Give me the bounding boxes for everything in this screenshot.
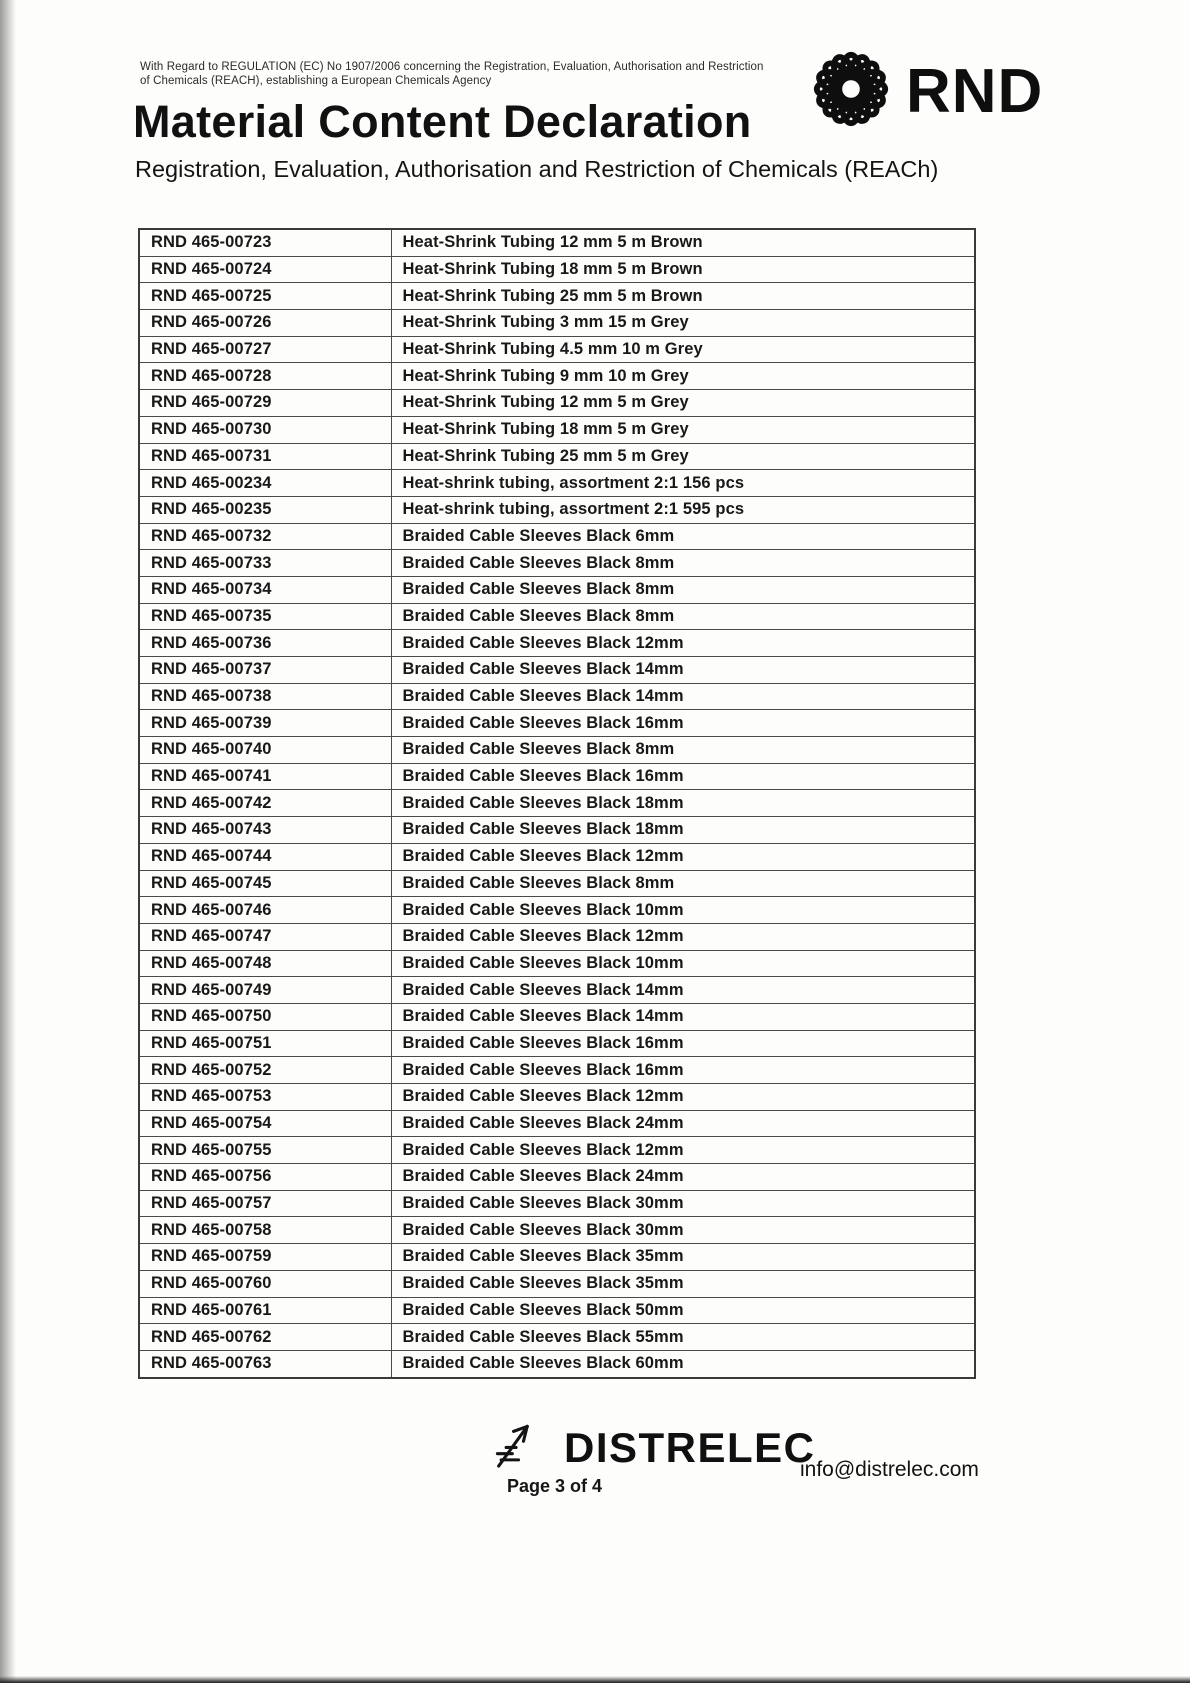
- regulation-note-line1: With Regard to REGULATION (EC) No 1907/2006 concerning the Registration, Evaluation, Authorisation and Restriction: [140, 61, 764, 73]
- table-row: [139, 657, 975, 684]
- part-number-cell: RND 465-00724: [139, 256, 391, 283]
- table-row: [139, 1137, 975, 1164]
- description-cell: Braided Cable Sleeves Black 12mm: [391, 843, 975, 870]
- description-cell: Braided Cable Sleeves Black 12mm: [391, 1137, 975, 1164]
- scan-edge-bottom: [0, 1676, 1190, 1683]
- table-row: [139, 1190, 975, 1217]
- description-cell: Heat-Shrink Tubing 25 mm 5 m Brown: [391, 283, 975, 310]
- description-cell: Braided Cable Sleeves Black 8mm: [391, 870, 975, 897]
- description-cell: Braided Cable Sleeves Black 24mm: [391, 1110, 975, 1137]
- scan-edge-left: [0, 0, 16, 1683]
- table-row: [139, 1350, 975, 1377]
- description-cell: Braided Cable Sleeves Black 24mm: [391, 1164, 975, 1191]
- part-number-cell: RND 465-00234: [139, 470, 391, 497]
- description-cell: Braided Cable Sleeves Black 10mm: [391, 950, 975, 977]
- part-number-cell: RND 465-00761: [139, 1297, 391, 1324]
- table-row: [139, 710, 975, 737]
- description-cell: Braided Cable Sleeves Black 50mm: [391, 1297, 975, 1324]
- table-row: [139, 1164, 975, 1191]
- description-cell: Braided Cable Sleeves Black 14mm: [391, 1003, 975, 1030]
- guilloche-knot-icon: [806, 44, 896, 139]
- part-number-cell: RND 465-00735: [139, 603, 391, 630]
- table-row: [139, 737, 975, 764]
- page-number-label: Page 3 of 4: [507, 1476, 603, 1496]
- part-number-cell: RND 465-00726: [139, 310, 391, 337]
- description-cell: Braided Cable Sleeves Black 6mm: [391, 523, 975, 550]
- description-cell: Braided Cable Sleeves Black 18mm: [391, 790, 975, 817]
- part-number-cell: RND 465-00730: [139, 416, 391, 443]
- part-number-cell: RND 465-00741: [139, 763, 391, 790]
- part-number-cell: RND 465-00744: [139, 843, 391, 870]
- table-row: [139, 1297, 975, 1324]
- table-row: [139, 256, 975, 283]
- table-row: [139, 443, 975, 470]
- table-row: [139, 950, 975, 977]
- table-row: [139, 496, 975, 523]
- table-row: [139, 1084, 975, 1111]
- table-row: [139, 683, 975, 710]
- part-number-cell: RND 465-00740: [139, 737, 391, 764]
- distrelec-brand-text: DISTRELEC: [564, 1423, 816, 1471]
- part-number-cell: RND 465-00727: [139, 336, 391, 363]
- part-number-cell: RND 465-00732: [139, 523, 391, 550]
- table-row: [139, 1217, 975, 1244]
- description-cell: Braided Cable Sleeves Black 30mm: [391, 1190, 975, 1217]
- part-number-cell: RND 465-00734: [139, 576, 391, 603]
- part-number-cell: RND 465-00746: [139, 897, 391, 924]
- distrelec-logo: [484, 1414, 816, 1481]
- part-number-cell: RND 465-00753: [139, 1084, 391, 1111]
- part-number-cell: RND 465-00723: [139, 229, 391, 256]
- table-row: [139, 470, 975, 497]
- description-cell: Braided Cable Sleeves Black 8mm: [391, 737, 975, 764]
- table-row: [139, 416, 975, 443]
- part-number-cell: RND 465-00738: [139, 683, 391, 710]
- part-number-cell: RND 465-00758: [139, 1217, 391, 1244]
- table-row: [139, 630, 975, 657]
- description-cell: Heat-Shrink Tubing 12 mm 5 m Brown: [391, 229, 975, 256]
- description-cell: Braided Cable Sleeves Black 35mm: [391, 1270, 975, 1297]
- part-number-cell: RND 465-00725: [139, 283, 391, 310]
- part-number-cell: RND 465-00762: [139, 1324, 391, 1351]
- description-cell: Braided Cable Sleeves Black 8mm: [391, 576, 975, 603]
- part-number-cell: RND 465-00755: [139, 1137, 391, 1164]
- part-number-cell: RND 465-00751: [139, 1030, 391, 1057]
- table-row: [139, 1270, 975, 1297]
- description-cell: Braided Cable Sleeves Black 35mm: [391, 1244, 975, 1271]
- table-row: [139, 977, 975, 1004]
- table-row: [139, 283, 975, 310]
- part-number-cell: RND 465-00749: [139, 977, 391, 1004]
- part-number-cell: RND 465-00752: [139, 1057, 391, 1084]
- table-row: [139, 1324, 975, 1351]
- table-row: [139, 843, 975, 870]
- table-row: [139, 310, 975, 337]
- part-number-cell: RND 465-00750: [139, 1003, 391, 1030]
- arrow-swoosh-icon: [484, 1414, 558, 1481]
- part-number-cell: RND 465-00728: [139, 363, 391, 390]
- description-cell: Braided Cable Sleeves Black 16mm: [391, 710, 975, 737]
- description-cell: Braided Cable Sleeves Black 55mm: [391, 1324, 975, 1351]
- table-row: [139, 390, 975, 417]
- table-row: [139, 550, 975, 577]
- part-number-cell: RND 465-00729: [139, 390, 391, 417]
- part-number-cell: RND 465-00742: [139, 790, 391, 817]
- table-row: [139, 1003, 975, 1030]
- table-row: [139, 923, 975, 950]
- table-row: [139, 790, 975, 817]
- table-row: [139, 1057, 975, 1084]
- description-cell: Heat-shrink tubing, assortment 2:1 595 pcs: [391, 496, 975, 523]
- description-cell: Heat-Shrink Tubing 18 mm 5 m Brown: [391, 256, 975, 283]
- table-row: [139, 763, 975, 790]
- part-number-cell: RND 465-00747: [139, 923, 391, 950]
- table-row: [139, 523, 975, 550]
- description-cell: Heat-Shrink Tubing 25 mm 5 m Grey: [391, 443, 975, 470]
- table-row: [139, 576, 975, 603]
- description-cell: Braided Cable Sleeves Black 60mm: [391, 1350, 975, 1377]
- description-cell: Braided Cable Sleeves Black 18mm: [391, 817, 975, 844]
- description-cell: Braided Cable Sleeves Black 8mm: [391, 550, 975, 577]
- table-row: [139, 336, 975, 363]
- table-row: [139, 817, 975, 844]
- table-row: [139, 229, 975, 256]
- part-number-cell: RND 465-00763: [139, 1350, 391, 1377]
- description-cell: Heat-Shrink Tubing 4.5 mm 10 m Grey: [391, 336, 975, 363]
- part-number-cell: RND 465-00748: [139, 950, 391, 977]
- description-cell: Braided Cable Sleeves Black 8mm: [391, 603, 975, 630]
- part-number-cell: RND 465-00756: [139, 1164, 391, 1191]
- description-cell: Braided Cable Sleeves Black 10mm: [391, 897, 975, 924]
- part-number-cell: RND 465-00760: [139, 1270, 391, 1297]
- table-row: [139, 1244, 975, 1271]
- regulation-note: [140, 60, 800, 88]
- description-cell: Heat-Shrink Tubing 9 mm 10 m Grey: [391, 363, 975, 390]
- part-number-cell: RND 465-00235: [139, 496, 391, 523]
- table-row: [139, 1110, 975, 1137]
- part-number-cell: RND 465-00754: [139, 1110, 391, 1137]
- table-row: [139, 1030, 975, 1057]
- parts-table: [138, 228, 976, 1379]
- rnd-logo-text: RND: [906, 56, 1044, 126]
- description-cell: Heat-Shrink Tubing 18 mm 5 m Grey: [391, 416, 975, 443]
- table-row: [139, 603, 975, 630]
- part-number-cell: RND 465-00731: [139, 443, 391, 470]
- regulation-note-line2: of Chemicals (REACH), establishing a European Chemicals Agency: [140, 75, 492, 87]
- contact-email: info@distrelec.com: [800, 1458, 979, 1481]
- part-number-cell: RND 465-00736: [139, 630, 391, 657]
- description-cell: Braided Cable Sleeves Black 16mm: [391, 763, 975, 790]
- description-cell: Braided Cable Sleeves Black 16mm: [391, 1030, 975, 1057]
- part-number-cell: RND 465-00737: [139, 657, 391, 684]
- part-number-cell: RND 465-00733: [139, 550, 391, 577]
- description-cell: Braided Cable Sleeves Black 14mm: [391, 977, 975, 1004]
- part-number-cell: RND 465-00757: [139, 1190, 391, 1217]
- table-row: [139, 870, 975, 897]
- description-cell: Heat-shrink tubing, assortment 2:1 156 pcs: [391, 470, 975, 497]
- part-number-cell: RND 465-00743: [139, 817, 391, 844]
- description-cell: Braided Cable Sleeves Black 12mm: [391, 630, 975, 657]
- description-cell: Heat-Shrink Tubing 12 mm 5 m Grey: [391, 390, 975, 417]
- page-title: Material Content Declaration: [133, 96, 752, 147]
- description-cell: Braided Cable Sleeves Black 30mm: [391, 1217, 975, 1244]
- part-number-cell: RND 465-00759: [139, 1244, 391, 1271]
- page-subtitle: Registration, Evaluation, Authorisation and Restriction of Chemicals (REACh): [135, 156, 939, 182]
- part-number-cell: RND 465-00739: [139, 710, 391, 737]
- description-cell: Braided Cable Sleeves Black 12mm: [391, 923, 975, 950]
- rnd-logo: [806, 44, 1043, 139]
- part-number-cell: RND 465-00745: [139, 870, 391, 897]
- description-cell: Heat-Shrink Tubing 3 mm 15 m Grey: [391, 310, 975, 337]
- description-cell: Braided Cable Sleeves Black 14mm: [391, 683, 975, 710]
- description-cell: Braided Cable Sleeves Black 14mm: [391, 657, 975, 684]
- description-cell: Braided Cable Sleeves Black 16mm: [391, 1057, 975, 1084]
- table-row: [139, 363, 975, 390]
- description-cell: Braided Cable Sleeves Black 12mm: [391, 1084, 975, 1111]
- table-row: [139, 897, 975, 924]
